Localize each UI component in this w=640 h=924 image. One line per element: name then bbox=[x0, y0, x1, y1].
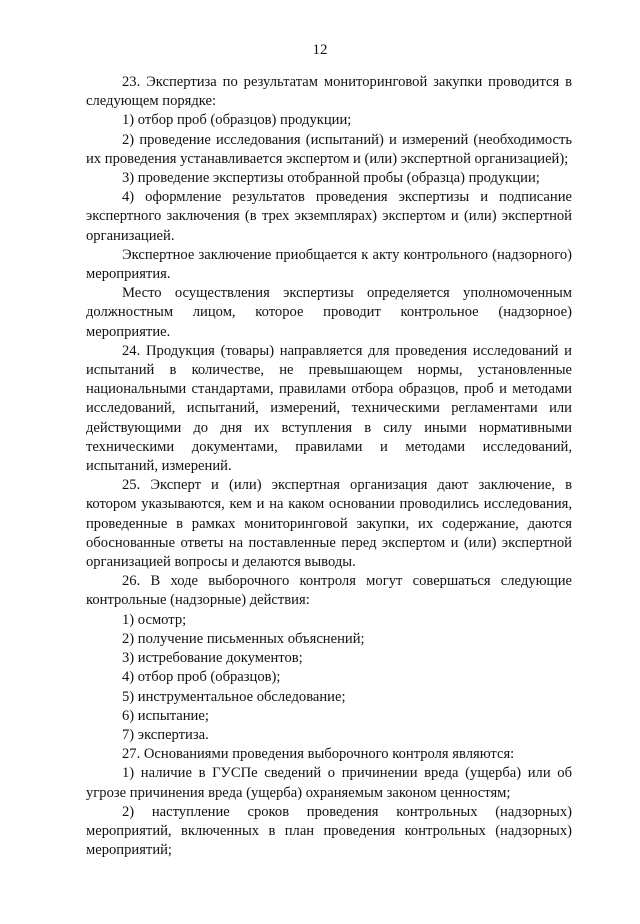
list-item-27-2: 2) наступление сроков проведения контрольных (надзорных) мероприятий, включенных в план проведения контрольных (надзорных) мероприятий; bbox=[86, 803, 572, 859]
paragraph-25: 25. Эксперт и (или) экспертная организация дают заключение, в котором указываются, кем и на каком основании проводились исследования, проведенные в рамках мониторинговой закупки, их содержание, даются обоснованные ответы на поставленные перед экспертом и (или) экспертной организацией вопросы и делаются выводы. bbox=[86, 477, 572, 571]
paragraph-23-intro: 23. Экспертиза по результатам мониторинговой закупки проводится в следующем порядке: bbox=[86, 74, 572, 110]
list-item-27-1: 1) наличие в ГУСПе сведений о причинении вреда (ущерба) или об угрозе причинения вреда (ущерба) охраняемым законом ценностям; bbox=[86, 765, 572, 801]
list-item-23-3: 3) проведение экспертизы отобранной пробы (образца) продукции; bbox=[122, 170, 540, 187]
paragraph-24: 24. Продукция (товары) направляется для проведения исследований и испытаний в количестве, не превышающем нормы, установленные национальными стандартами, правилами отбора образцов, проб и методами исследований, испытаний, измерений, техническими регламентами или действующими до дня их вступления в силу иными нормативными техническими документами, правилами и методами исследований, испытаний, измерений. bbox=[86, 342, 572, 475]
paragraph-expertise-location: Место осуществления экспертизы определяется уполномоченным должностным лицом, которое проводит контрольное (надзорное) мероприятие. bbox=[86, 285, 572, 340]
page-number: 12 bbox=[312, 42, 328, 58]
list-item-26-4: 4) отбор проб (образцов); bbox=[122, 669, 281, 686]
paragraph-expert-conclusion: Экспертное заключение приобщается к акту контрольного (надзорного) мероприятия. bbox=[86, 246, 572, 283]
list-item-23-2: 2) проведение исследования (испытаний) и измерений (необходимость их проведения устанавливается экспертом и (или) экспертной организацией); bbox=[86, 131, 572, 167]
paragraph-27-intro: 27. Основаниями проведения выборочного контроля являются: bbox=[122, 746, 515, 763]
list-item-26-5: 5) инструментальное обследование; bbox=[122, 688, 346, 705]
list-item-23-1: 1) отбор проб (образцов) продукции; bbox=[122, 112, 352, 129]
list-item-26-6: 6) испытание; bbox=[122, 707, 209, 724]
list-item-26-3: 3) истребование документов; bbox=[122, 650, 303, 667]
document-body bbox=[86, 73, 572, 860]
list-item-23-4: 4) оформление результатов проведения экспертизы и подписание экспертного заключения (в трех экземплярах) экспертом и (или) экспертной организацией. bbox=[86, 189, 572, 244]
paragraph-26-intro: 26. В ходе выборочного контроля могут совершаться следующие контрольные (надзорные) действия: bbox=[86, 573, 572, 609]
list-item-26-7: 7) экспертиза. bbox=[122, 726, 209, 743]
list-item-26-2: 2) получение письменных объяснений; bbox=[122, 630, 365, 647]
list-item-26-1: 1) осмотр; bbox=[122, 611, 187, 628]
